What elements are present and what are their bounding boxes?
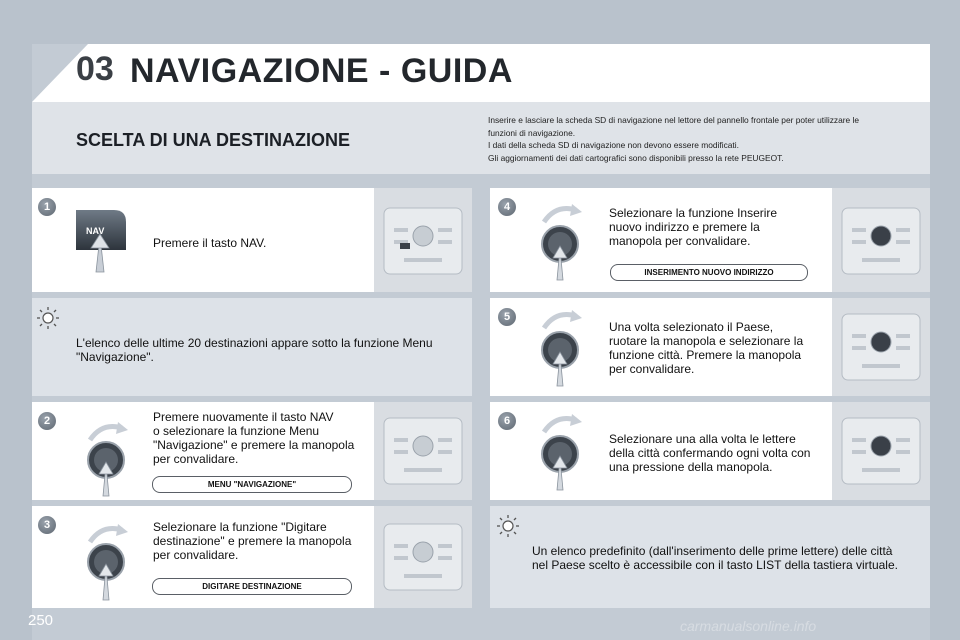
tip-2-text bbox=[532, 544, 898, 572]
step-2-line: "Navigazione" e premere la manopola bbox=[153, 438, 355, 452]
rotary-knob-icon bbox=[76, 522, 140, 602]
step-2-line: o selezionare la funzione Menu bbox=[153, 424, 320, 438]
step-2-number: 2 bbox=[38, 412, 56, 430]
step-3-line: per convalidare. bbox=[153, 548, 239, 562]
intro-line: Gli aggiornamenti dei dati cartografici sono disponibili presso la rete PEUGEOT. bbox=[488, 152, 784, 163]
step-3-line: destinazione" e premere la manopola bbox=[153, 534, 352, 548]
step-5-line: per convalidare. bbox=[609, 362, 695, 376]
radio-panel-5 bbox=[832, 298, 930, 396]
radio-panel-2 bbox=[374, 402, 472, 500]
step-5-line: Una volta selezionato il Paese, bbox=[609, 320, 774, 334]
info-sun-icon bbox=[36, 306, 60, 330]
section-title: SCELTA DI UNA DESTINAZIONE bbox=[76, 130, 350, 150]
menu-navigazione-button[interactable]: MENU "NAVIGAZIONE" bbox=[152, 476, 352, 493]
rotary-knob-icon bbox=[76, 420, 140, 498]
step-5-text bbox=[609, 320, 803, 376]
radio-panel-3 bbox=[374, 506, 472, 608]
step-5-line: funzione città. Premere la manopola bbox=[609, 348, 802, 362]
tip-2-line: Un elenco predefinito (dall'inserimento delle prime lettere) delle città bbox=[532, 544, 893, 558]
tip-1-line: L'elenco delle ultime 20 destinazioni appare sotto la funzione Menu bbox=[76, 336, 433, 350]
rotary-knob-icon bbox=[530, 200, 594, 282]
intro-line: funzioni di navigazione. bbox=[488, 127, 576, 138]
rotary-knob-icon bbox=[530, 410, 594, 492]
digitare-destinazione-button[interactable]: DIGITARE DESTINAZIONE bbox=[152, 578, 352, 595]
info-sun-icon bbox=[496, 514, 520, 538]
intro-line: I dati della scheda SD di navigazione non devono essere modificati. bbox=[488, 140, 739, 150]
step-4-line: manopola per convalidare. bbox=[609, 234, 751, 248]
step-6-line: della città confermando ogni volta con bbox=[609, 446, 811, 460]
chapter-number: 03 bbox=[76, 50, 114, 88]
step-2-text bbox=[153, 410, 354, 466]
page-number: 250 bbox=[28, 612, 54, 629]
tip-2-line: nel Paese scelto è accessibile con il tasto LIST della tastiera virtuale. bbox=[532, 558, 898, 572]
inserimento-nuovo-indirizzo-button[interactable]: INSERIMENTO NUOVO INDIRIZZO bbox=[610, 264, 808, 281]
intro-line: Inserire e lasciare la scheda SD di navigazione nel lettore del pannello frontale per poter utilizzare le bbox=[488, 115, 860, 125]
nav-key-icon bbox=[74, 206, 134, 276]
radio-panel-4 bbox=[832, 188, 930, 292]
step-1-number: 1 bbox=[38, 198, 56, 216]
watermark: carmanualsonline.info bbox=[680, 618, 817, 634]
step-5-line: ruotare la manopola e selezionare la bbox=[609, 334, 804, 348]
step-3-line: Selezionare la funzione "Digitare bbox=[153, 520, 327, 534]
intro-text bbox=[488, 114, 918, 164]
step-4-line: Selezionare la funzione Inserire bbox=[609, 206, 778, 220]
tip-1-line: "Navigazione". bbox=[76, 350, 154, 364]
step-5-number: 5 bbox=[498, 308, 516, 326]
radio-panel-1 bbox=[374, 188, 472, 292]
step-2-line: per convalidare. bbox=[153, 452, 239, 466]
step-6-line: una pressione della manopola. bbox=[609, 460, 773, 474]
step-3-number: 3 bbox=[38, 516, 56, 534]
step-2-line: Premere nuovamente il tasto NAV bbox=[153, 410, 334, 424]
step-6-text bbox=[609, 432, 810, 474]
step-3-text bbox=[153, 520, 351, 562]
step-6-line: Selezionare una alla volta le lettere bbox=[609, 432, 796, 446]
step-4-number: 4 bbox=[498, 198, 516, 216]
rotary-knob-icon bbox=[530, 306, 594, 388]
step-1-text: Premere il tasto NAV. bbox=[153, 236, 267, 250]
tip-1-text bbox=[76, 336, 433, 364]
page-title: NAVIGAZIONE - GUIDA bbox=[130, 52, 513, 90]
radio-panel-6 bbox=[832, 402, 930, 500]
step-4-text bbox=[609, 206, 777, 248]
step-6-number: 6 bbox=[498, 412, 516, 430]
step-4-line: nuovo indirizzo e premere la bbox=[609, 220, 760, 234]
nav-key-label: NAV bbox=[86, 226, 105, 236]
